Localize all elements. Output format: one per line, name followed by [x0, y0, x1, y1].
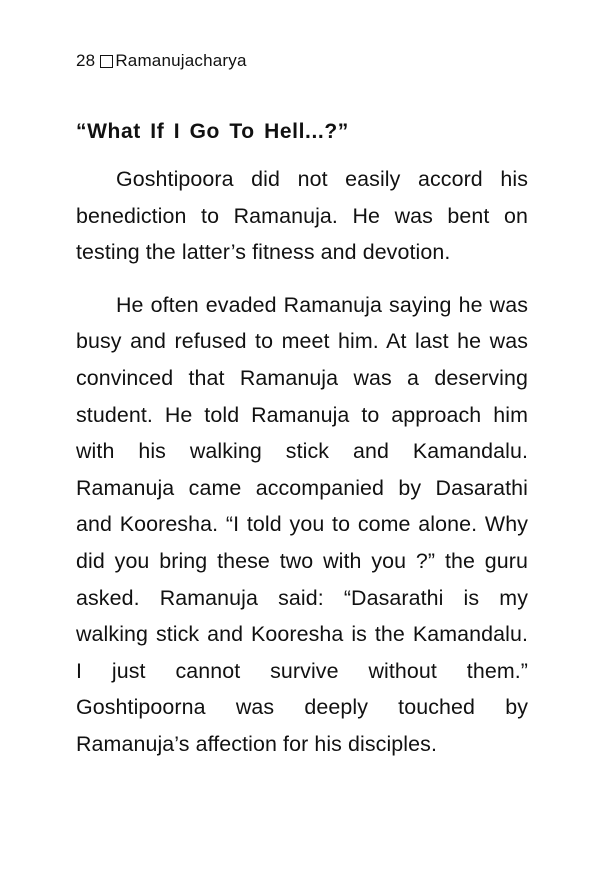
paragraph-1: Goshtipoora did not easily accord his benediction to Ramanuja. He was bent on testing the latter’s fitness and devotion.	[76, 167, 528, 265]
section-heading: “What If I Go To Hell...?”	[76, 120, 349, 143]
box-icon	[100, 55, 113, 68]
page-number: 28	[76, 51, 96, 70]
running-head	[76, 50, 528, 72]
paragraph-2: He often evaded Ramanuja saying he was busy and refused to meet him. At last he was convinced that Ramanuja was a deserving student. He told Ramanuja to approach him with his walking stick and Kamandalu. Ramanuja came accompanied by Dasarathi and Kooresha. “I told you to come alone. Why did you bring these two with you ?” the guru asked. Ramanuja said: “Dasarathi is my walking stick and Kooresha is the Kamandalu. I just cannot survive without them.” Goshtipoorna was deeply touched by Ramanuja’s affection for his disciples.	[76, 292, 528, 756]
book-page	[76, 50, 528, 763]
book-title: Ramanujacharya	[115, 51, 247, 70]
